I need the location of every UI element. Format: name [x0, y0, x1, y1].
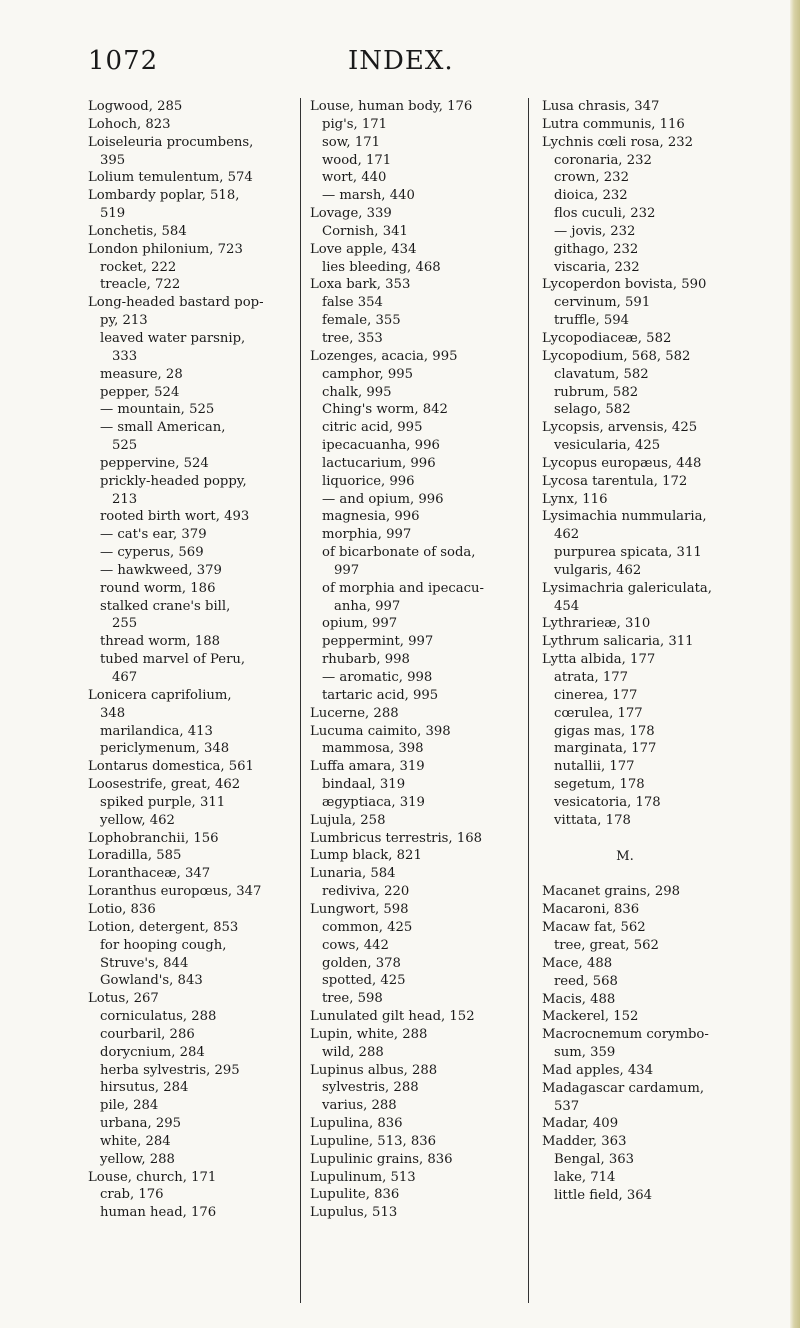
index-entry: atrata, 177 [554, 670, 629, 685]
index-entry: Bengal, 363 [554, 1152, 635, 1168]
index-entry: rediviva, 220 [322, 884, 410, 900]
index-entry: measure, 28 [100, 366, 183, 382]
index-entry: 333 [112, 348, 138, 364]
index-entry: reed, 568 [554, 973, 618, 989]
index-entry: golden, 378 [322, 955, 401, 971]
index-entry: vesicularia, 425 [554, 438, 661, 454]
index-entry: wild, 288 [322, 1044, 384, 1060]
index-columns [88, 98, 748, 1298]
index-entry: yellow, 462 [100, 812, 175, 828]
index-entry: peppervine, 524 [100, 455, 209, 471]
index-entry: Lupulite, 836 [310, 1187, 400, 1203]
index-entry: Logwood, 285 [88, 99, 183, 114]
index-entry: yellow, 288 [100, 1151, 175, 1167]
index-entry: tree, 353 [322, 330, 383, 346]
page-header [88, 46, 708, 86]
index-entry: dioica, 232 [554, 188, 628, 204]
index-entry: pig's, 171 [322, 116, 388, 132]
index-entry: crown, 232 [554, 170, 629, 186]
index-entry: Love apple, 434 [310, 241, 417, 257]
index-entry: Lotion, detergent, 853 [88, 919, 239, 935]
index-column-1 [88, 98, 288, 1222]
index-entry: Loranthaceæ, 347 [88, 866, 211, 882]
index-entry: Louse, human body, 176 [310, 99, 473, 114]
index-entry: false 354 [322, 295, 383, 311]
index-entry: of morphia and ipecacu- [322, 580, 485, 596]
index-entry: Lonchetis, 584 [88, 223, 187, 239]
index-entry: thread worm, 188 [100, 634, 220, 650]
index-entry: githago, 232 [554, 241, 639, 257]
index-entry: Lontarus domestica, 561 [88, 759, 254, 775]
index-entry: Lycopodium, 568, 582 [542, 348, 691, 364]
index-entry: Lombardy poplar, 518, [88, 188, 240, 204]
index-entry: Madar, 409 [542, 1116, 619, 1132]
index-entry: marginata, 177 [554, 741, 657, 757]
index-entry: Lupulina, 836 [310, 1116, 403, 1132]
index-entry: 348 [100, 705, 126, 721]
index-entry: pepper, 524 [100, 384, 180, 400]
index-entry: Loosestrife, great, 462 [88, 777, 241, 793]
index-entry: bindaal, 319 [322, 777, 406, 793]
index-entry: Gowland's, 843 [100, 973, 203, 989]
index-entry: round worm, 186 [100, 580, 216, 596]
index-entry: 395 [100, 152, 126, 168]
index-entry: Lupuline, 513, 836 [310, 1133, 437, 1149]
index-entry: Lytta albida, 177 [542, 652, 656, 668]
index-entry: herba sylvestris, 295 [100, 1062, 240, 1078]
index-entry: rubrum, 582 [554, 384, 639, 400]
index-entry: courbaril, 286 [100, 1026, 195, 1042]
index-entry: Loxa bark, 353 [310, 277, 411, 293]
index-entry: dorycnium, 284 [100, 1044, 205, 1060]
index-entry: Lythrarieæ, 310 [542, 616, 651, 632]
index-entry: Lotus, 267 [88, 991, 159, 1007]
index-entry: common, 425 [322, 919, 413, 935]
index-entry: Lunaria, 584 [310, 866, 396, 882]
index-entry: lies bleeding, 468 [322, 259, 441, 275]
index-entry: Lujula, 258 [310, 812, 386, 828]
index-entry: camphor, 995 [322, 366, 414, 382]
index-entry: rooted birth wort, 493 [100, 509, 250, 525]
index-entry: Lunulated gilt head, 152 [310, 1009, 475, 1025]
index-entry: tartaric acid, 995 [322, 687, 439, 703]
index-entry: vulgaris, 462 [554, 562, 642, 578]
index-entry: Mackerel, 152 [542, 1009, 639, 1025]
index-entry: Lupinus albus, 288 [310, 1062, 438, 1078]
index-entry: spiked purple, 311 [100, 794, 226, 810]
index-entry: corniculatus, 288 [100, 1009, 217, 1025]
index-entry: Mad apples, 434 [542, 1062, 654, 1078]
index-entry: viscaria, 232 [554, 259, 640, 275]
index-entry: Madagascar cardamum, [542, 1080, 705, 1096]
index-entry: Lythrum salicaria, 311 [542, 634, 694, 650]
index-entry: Lycosa tarentula, 172 [542, 473, 688, 489]
section-heading: M. [616, 848, 634, 864]
index-entry: human head, 176 [100, 1205, 217, 1221]
index-entry: Lutra communis, 116 [542, 116, 685, 132]
index-entry: — and opium, 996 [322, 491, 444, 507]
index-entry: little field, 364 [554, 1187, 653, 1203]
index-entry: prickly-headed poppy, [100, 473, 247, 489]
index-entry: truffle, 594 [554, 313, 630, 329]
index-entry: white, 284 [100, 1133, 171, 1149]
index-entry: Long-headed bastard pop- [88, 295, 264, 311]
index-entry: — mountain, 525 [100, 402, 215, 418]
index-entry: Lotio, 836 [88, 901, 156, 917]
index-entry: Lycoperdon bovista, 590 [542, 277, 707, 293]
index-entry: female, 355 [322, 313, 401, 329]
index-entry: Lonicera caprifolium, [88, 687, 232, 703]
index-entry: 537 [554, 1098, 580, 1114]
index-entry: — cat's ear, 379 [100, 527, 207, 543]
index-entry: — cyperus, 569 [100, 545, 204, 561]
index-entry: nutallii, 177 [554, 759, 635, 775]
index-entry: for hooping cough, [100, 937, 227, 953]
index-entry: pile, 284 [100, 1098, 159, 1114]
index-entry: Lupulus, 513 [310, 1205, 398, 1221]
index-entry: vittata, 178 [554, 812, 631, 828]
index-entry: 519 [100, 206, 126, 222]
index-entry: cinerea, 177 [554, 687, 638, 703]
index-entry: citric acid, 995 [322, 420, 423, 436]
index-entry: Cornish, 341 [322, 223, 408, 239]
index-entry: Lucuma caimito, 398 [310, 723, 451, 739]
index-entry: Macanet grains, 298 [542, 884, 681, 900]
index-entry: sum, 359 [554, 1045, 616, 1061]
index-entry: 462 [554, 527, 580, 543]
index-entry: cows, 442 [322, 937, 389, 953]
index-entry: Mace, 488 [542, 955, 613, 971]
index-entry: 997 [334, 562, 360, 578]
index-entry: Lynx, 116 [542, 491, 608, 507]
column-divider [300, 98, 301, 1303]
index-entry: Lycopsis, arvensis, 425 [542, 420, 698, 436]
index-entry: Lump black, 821 [310, 848, 422, 864]
index-entry: Macaroni, 836 [542, 902, 640, 918]
index-entry: wood, 171 [322, 152, 392, 168]
index-entry: 525 [112, 438, 138, 454]
index-entry: Lophobranchii, 156 [88, 830, 219, 846]
index-entry: leaved water parsnip, [100, 330, 246, 346]
index-column-3 [542, 98, 748, 1205]
index-entry: liquorice, 996 [322, 473, 415, 489]
index-entry: tree, 598 [322, 991, 383, 1007]
index-entry: marilandica, 413 [100, 723, 213, 739]
index-entry: Loradilla, 585 [88, 848, 182, 864]
index-entry: crab, 176 [100, 1187, 164, 1203]
index-entry: spotted, 425 [322, 973, 406, 989]
index-entry: peppermint, 997 [322, 634, 434, 650]
index-entry: Struve's, 844 [100, 955, 189, 971]
index-entry: anha, 997 [334, 598, 401, 614]
index-entry: — small American, [100, 420, 226, 436]
index-entry: periclymenum, 348 [100, 741, 230, 757]
index-entry: — marsh, 440 [322, 188, 415, 204]
index-entry: coronaria, 232 [554, 152, 652, 168]
index-entry: — jovis, 232 [554, 223, 636, 239]
index-entry: — aromatic, 998 [322, 670, 433, 685]
index-entry: chalk, 995 [322, 384, 392, 400]
index-entry: morphia, 997 [322, 527, 412, 543]
index-entry: sylvestris, 288 [322, 1080, 419, 1096]
index-entry: London philonium, 723 [88, 241, 243, 257]
index-entry: clavatum, 582 [554, 366, 649, 382]
index-entry: Lycopus europæus, 448 [542, 455, 702, 471]
index-entry: Louse, church, 171 [88, 1169, 217, 1185]
index-entry: ægyptiaca, 319 [322, 794, 425, 810]
index-entry: urbana, 295 [100, 1116, 182, 1132]
index-entry: purpurea spicata, 311 [554, 545, 702, 561]
index-entry: Lupulinic grains, 836 [310, 1151, 453, 1167]
column-divider [528, 98, 529, 1303]
index-entry: Lycopodiaceæ, 582 [542, 330, 672, 346]
page-number: 1072 [88, 46, 159, 76]
index-entry: sow, 171 [322, 134, 380, 150]
index-entry: — hawkweed, 379 [100, 562, 222, 578]
index-entry: stalked crane's bill, [100, 598, 231, 614]
index-entry: segetum, 178 [554, 777, 645, 793]
index-entry: lactucarium, 996 [322, 455, 436, 471]
index-entry: py, 213 [100, 313, 148, 329]
index-entry: Lusa chrasis, 347 [542, 99, 660, 114]
index-entry: Lupulinum, 513 [310, 1169, 416, 1185]
index-entry: Macrocnemum corymbo- [542, 1027, 709, 1043]
index-entry: tubed marvel of Peru, [100, 652, 246, 668]
index-column-2 [310, 98, 520, 1222]
index-entry: Macis, 488 [542, 991, 616, 1007]
index-entry: mammosa, 398 [322, 741, 424, 757]
index-entry: Lysimachria galericulata, [542, 580, 712, 596]
index-entry: hirsutus, 284 [100, 1080, 189, 1096]
index-entry: of bicarbonate of soda, [322, 545, 476, 561]
index-entry: Luffa amara, 319 [310, 759, 425, 775]
index-entry: 213 [112, 491, 138, 507]
index-entry: Lovage, 339 [310, 206, 392, 222]
index-entry: Lychnis cœli rosa, 232 [542, 134, 694, 150]
index-entry: Lucerne, 288 [310, 705, 399, 721]
index-entry: rocket, 222 [100, 259, 177, 275]
index-entry: ipecacuanha, 996 [322, 438, 440, 454]
index-entry: Lungwort, 598 [310, 901, 409, 917]
index-entry: Madder, 363 [542, 1134, 627, 1150]
index-entry: Loranthus europœus, 347 [88, 884, 262, 900]
page-title: INDEX. [348, 46, 454, 76]
index-entry: opium, 997 [322, 616, 398, 632]
index-entry: Lozenges, acacia, 995 [310, 348, 458, 364]
index-entry: treacle, 722 [100, 277, 181, 293]
index-entry: Ching's worm, 842 [322, 402, 448, 418]
index-entry: Lolium temulentum, 574 [88, 170, 253, 186]
index-entry: selago, 582 [554, 402, 631, 418]
index-entry: tree, great, 562 [554, 937, 659, 953]
index-entry: Loiseleuria procumbens, [88, 134, 254, 150]
index-entry: 454 [554, 598, 580, 614]
index-entry: flos cuculi, 232 [554, 206, 656, 222]
index-entry: wort, 440 [322, 170, 387, 186]
index-entry: gigas mas, 178 [554, 723, 655, 739]
index-entry: 467 [112, 670, 138, 685]
index-entry: varius, 288 [322, 1098, 397, 1114]
index-entry: cœrulea, 177 [554, 705, 643, 721]
index-entry: Lupin, white, 288 [310, 1026, 428, 1042]
book-edge [790, 0, 800, 1328]
index-entry: lake, 714 [554, 1169, 616, 1185]
index-entry: Lumbricus terrestris, 168 [310, 830, 482, 846]
index-entry: 255 [112, 616, 138, 632]
index-entry: Macaw fat, 562 [542, 920, 646, 936]
index-entry: magnesia, 996 [322, 509, 420, 525]
index-entry: Lohoch, 823 [88, 116, 171, 132]
index-entry: Lysimachia nummularia, [542, 509, 707, 525]
index-entry: rhubarb, 998 [322, 652, 410, 668]
index-entry: vesicatoria, 178 [554, 794, 661, 810]
index-entry: cervinum, 591 [554, 295, 651, 311]
